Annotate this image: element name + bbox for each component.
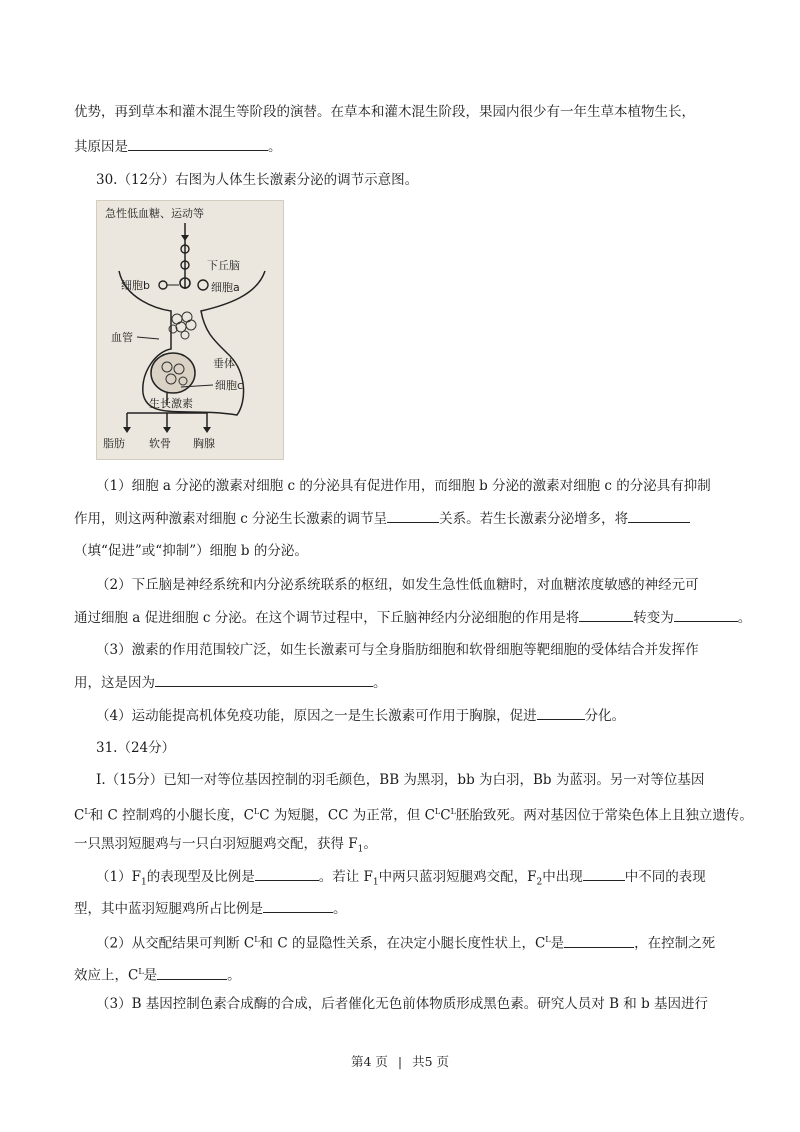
q30-p1-line3: （填“促进”或“抑制”）细胞 b 的分泌。 bbox=[74, 543, 308, 559]
answer-blank[interactable] bbox=[579, 607, 633, 622]
answer-blank[interactable] bbox=[263, 898, 333, 913]
growth-hormone-diagram bbox=[96, 200, 284, 460]
q29-line-2: 其原因是 。 bbox=[74, 136, 282, 157]
cell-b-icon bbox=[159, 281, 167, 289]
q31-intro-line2: $C^L$和 C 控制鸡的小腿长度，$C^LC$ 为短腿，CC 为正常，但 $C^LC^L$胚胎致死。两对基因位于常染色体上且独立遗传。 bbox=[74, 807, 753, 824]
footer-separator: | bbox=[397, 1054, 403, 1069]
q31-p3: （3）B 基因控制色素合成酶的合成，后者催化无色前体物质形成黑色素。研究人员对 B 和 b 基因进行 bbox=[96, 996, 709, 1012]
label-target-fat: 脂肪 bbox=[103, 437, 125, 450]
q30-p3-line1: （3）激素的作用范围较广泛，如生长激素可与全身脂肪细胞和软骨细胞等靶细胞的受体结合并发挥作 bbox=[96, 642, 699, 658]
q31-p1-line2: 型，其中蓝羽短腿鸡所占比例是 。 bbox=[74, 898, 347, 919]
label-blood-vessel: 血管 bbox=[111, 331, 133, 344]
page-number: 第4 页 bbox=[350, 1054, 388, 1069]
q31-intro-line3: 一只黑羽短腿鸡与一只白羽短腿鸡交配，获得 $F_1$。 bbox=[74, 836, 377, 855]
q31-intro-line1: I.（15分）已知一对等位基因控制的羽毛颜色，BB 为黑羽，bb 为白羽，Bb 为蓝羽。另一对等位基因 bbox=[96, 772, 705, 788]
arrow-icon bbox=[181, 235, 189, 241]
label-cell-c: 细胞c bbox=[215, 379, 244, 392]
capillary-cluster bbox=[169, 312, 196, 339]
answer-blank[interactable] bbox=[155, 672, 373, 687]
answer-blank[interactable] bbox=[564, 933, 634, 948]
q31-p1-line1: $(1)F_1$的表现型及比例是 。若让 $F_1$中两只蓝羽短腿鸡交配，$F_2$中出现 中不同的表现 bbox=[96, 866, 706, 893]
arrow-icon bbox=[123, 427, 131, 433]
page-footer bbox=[0, 1052, 800, 1070]
answer-blank[interactable] bbox=[157, 965, 227, 980]
label-cell-b: 细胞b bbox=[121, 279, 150, 292]
answer-blank[interactable] bbox=[387, 508, 439, 523]
q31-title: 31.（24分） bbox=[96, 740, 176, 756]
cell-a-icon bbox=[198, 280, 208, 290]
hypothalamus-outline bbox=[119, 271, 265, 415]
answer-blank[interactable] bbox=[537, 705, 585, 720]
label-stimulus: 急性低血糖、运动等 bbox=[105, 207, 204, 220]
arrow-icon bbox=[163, 427, 171, 433]
label-target-thymus: 胸腺 bbox=[193, 437, 215, 450]
q30-p2-line2: 通过细胞 a 促进细胞 c 分泌。在这个调节过程中，下丘脑神经内分泌细胞的作用是将 转变为 。 bbox=[74, 607, 751, 628]
answer-blank[interactable] bbox=[674, 607, 738, 622]
diagram-drawing bbox=[97, 201, 283, 459]
total-pages: 共5 页 bbox=[412, 1054, 450, 1069]
q30-p1-line1: （1）细胞 a 分泌的激素对细胞 c 的分泌具有促进作用，而细胞 b 分泌的激素对细胞 c 的分泌具有抑制 bbox=[96, 478, 711, 494]
label-target-cartilage: 软骨 bbox=[149, 437, 171, 450]
q30-p1-line2: 作用，则这两种激素对细胞 c 分泌生长激素的调节呈 关系。若生长激素分泌增多，将 bbox=[74, 508, 690, 529]
label-cell-a: 细胞a bbox=[211, 281, 240, 294]
label-hypothalamus: 下丘脑 bbox=[207, 259, 240, 272]
q30-p3-line2: 用，这是因为 。 bbox=[74, 672, 387, 693]
q31-p2-line2: 效应上，$C^L$是 。 bbox=[74, 962, 241, 986]
label-growth-hormone: 生长激素 bbox=[149, 397, 193, 410]
q30-p2-line1: （2）下丘脑是神经系统和内分泌系统联系的枢纽，如发生急性低血糖时，对血糖浓度敏感的神经元可 bbox=[96, 577, 699, 593]
arrow-icon bbox=[203, 427, 211, 433]
answer-blank[interactable] bbox=[255, 866, 319, 881]
answer-blank[interactable] bbox=[628, 508, 690, 523]
q31-p2-line1: （2）从交配结果可判断 $C^L$和 C 的显隐性关系，在决定小腿长度性状上，$C^L$是 ，在控制之死 bbox=[96, 930, 715, 954]
label-pituitary: 垂体 bbox=[213, 357, 235, 370]
q29-line-1: 优势，再到草本和灌木混生等阶段的演替。在草本和灌木混生阶段，果园内很少有一年生草本植物生长， bbox=[74, 104, 695, 120]
q30-title: 30.（12分）右图为人体生长激素分泌的调节示意图。 bbox=[96, 172, 419, 188]
answer-blank[interactable] bbox=[583, 866, 625, 881]
q30-p4: （4）运动能提高机体免疫功能，原因之一是生长激素可作用于胸腺，促进 分化。 bbox=[96, 705, 625, 726]
answer-blank[interactable] bbox=[128, 136, 268, 151]
